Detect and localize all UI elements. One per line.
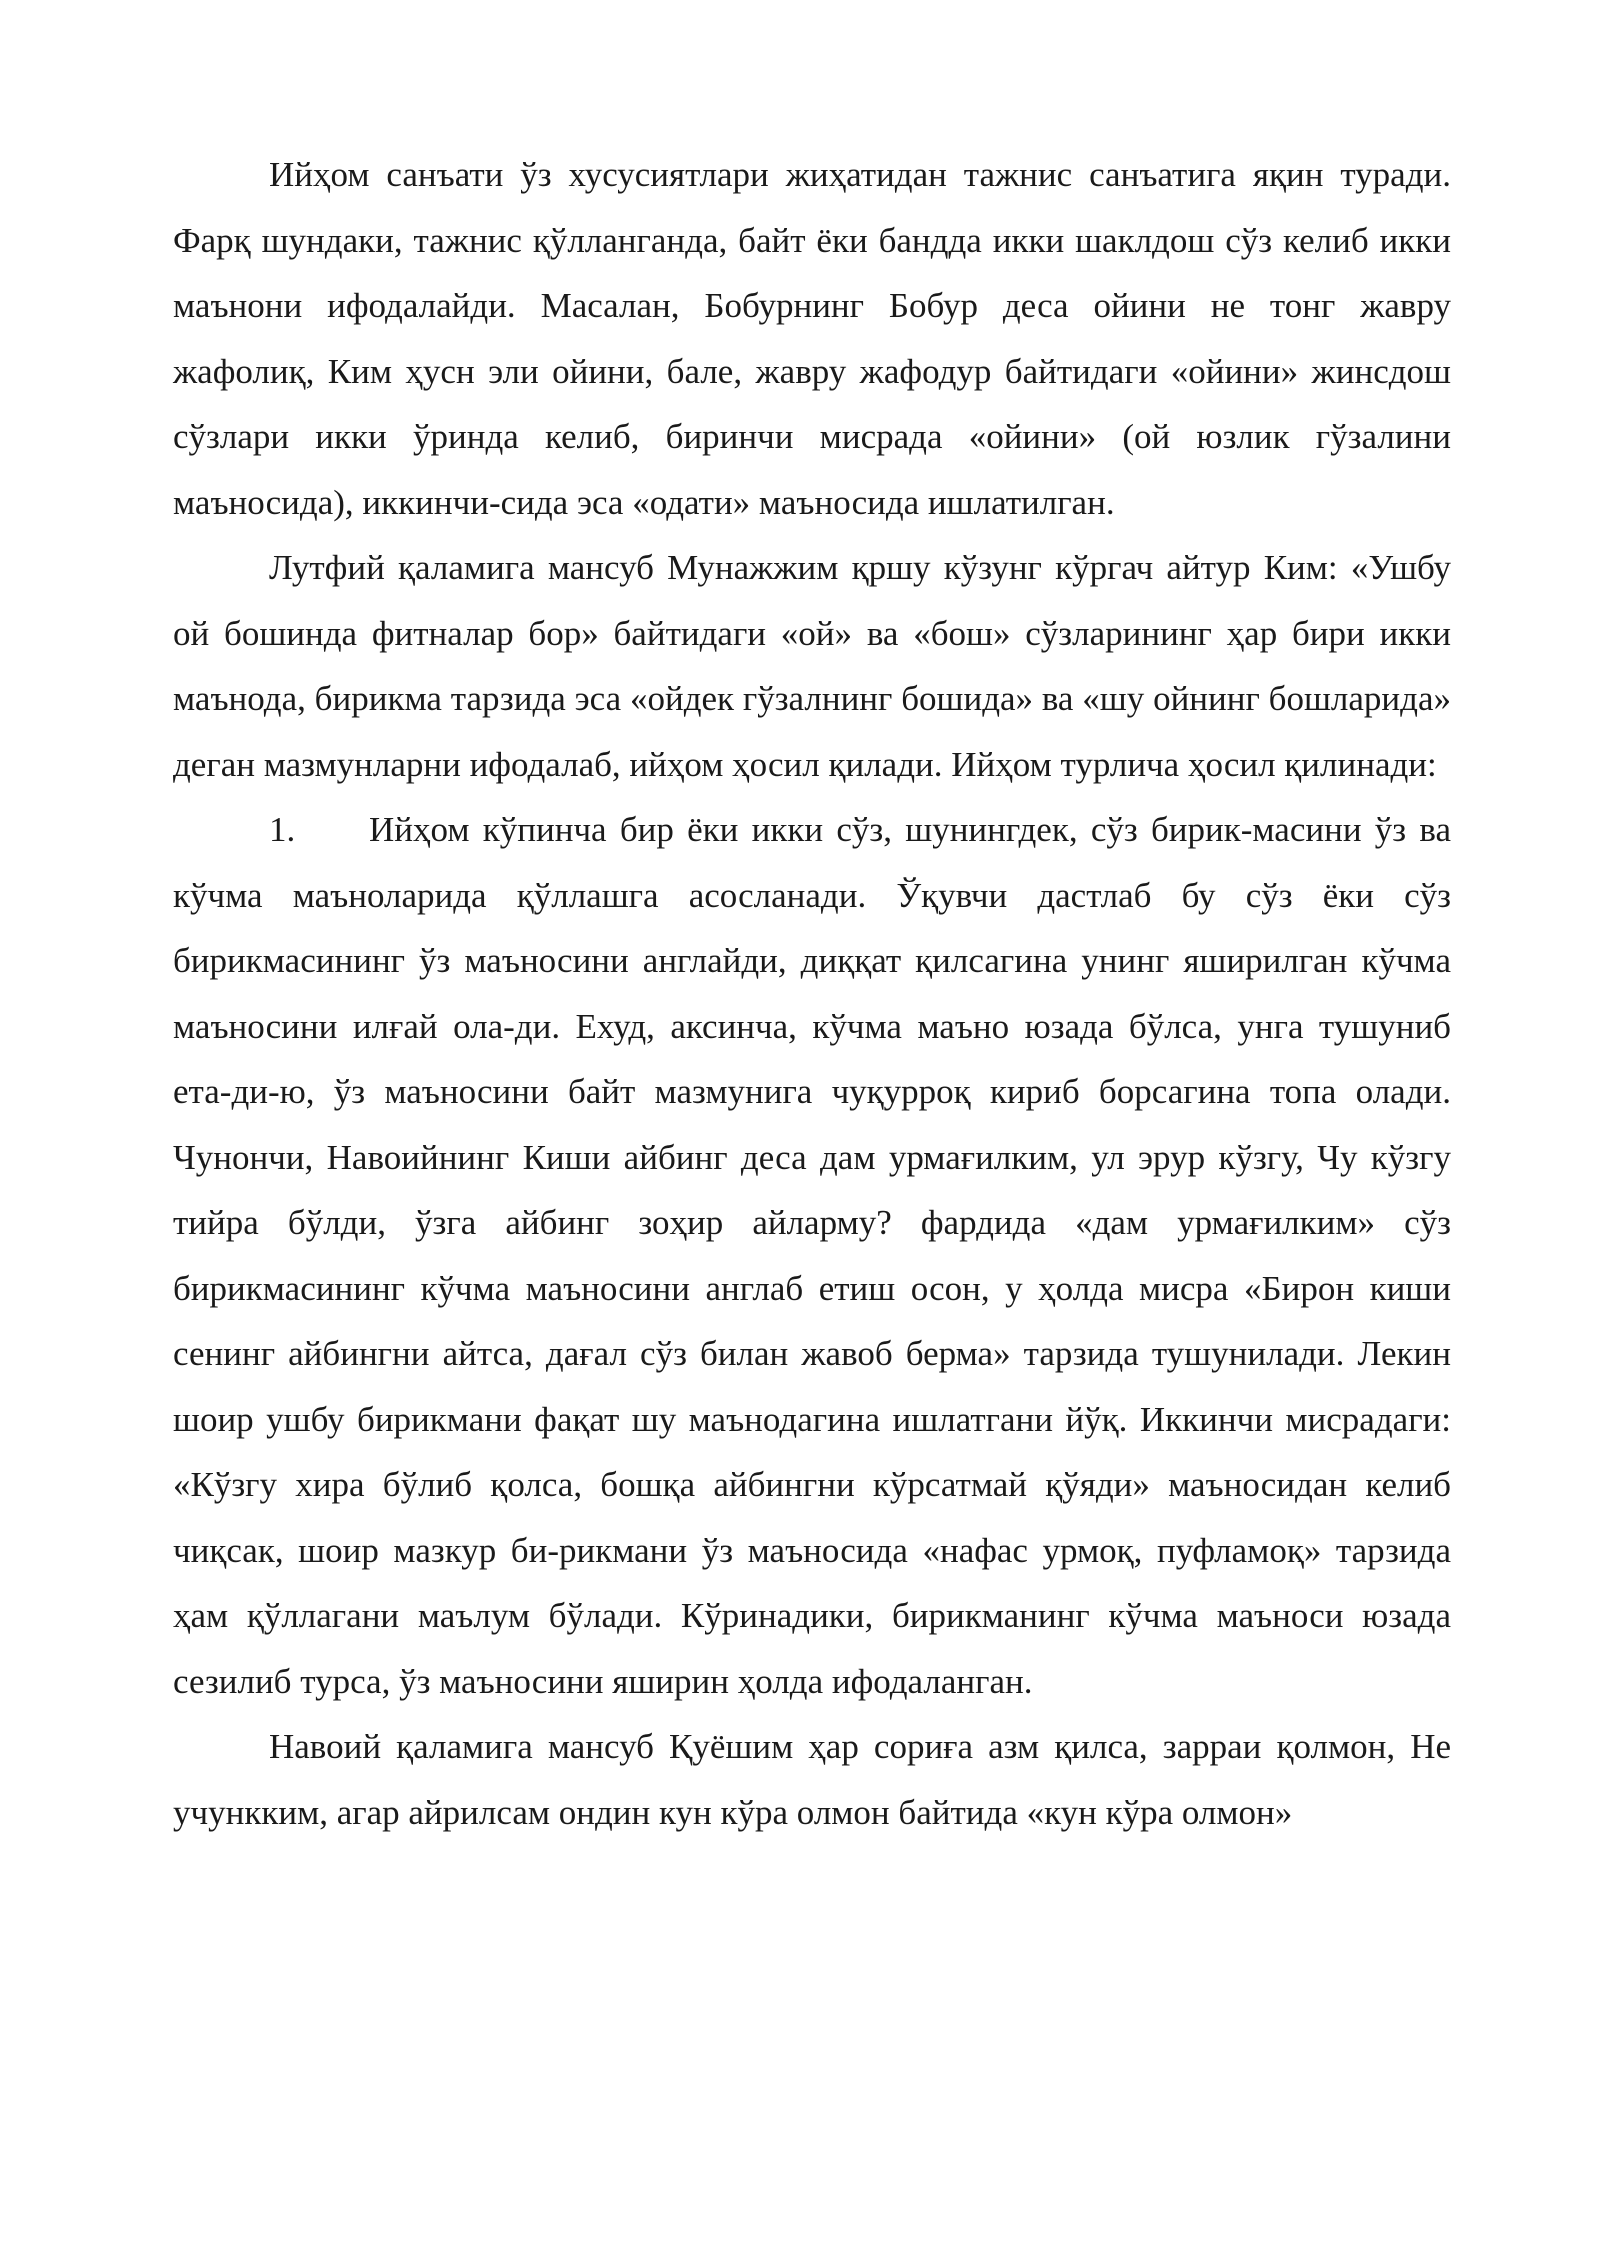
list-item-text: Ийҳом кўпинча бир ёки икки сўз, шунингдек, сўз бирик-масини ўз ва кўчма маъноларида қўллашга асосланади. Ўқувчи дастлаб бу сўз ёки сўз бирикмасининг ўз маъносини англайди, диққат қилсагина унинг яширилган кўчма маъносини илғай ола-ди. Ехуд, аксинча, кўчма маъно юзада бўлса, унга тушуниб ета-ди-ю, ўз маъносини байт мазмунига чуқурроқ кириб борсагина топа олади. Чунончи, Навоийнинг Киши айбинг деса дам урмағилким, ул эрур кўзгу, Чу кўзгу тийра бўлди, ўзга айбинг зоҳир айларму? фардида «дам урмағилким» сўз бирикмасининг кўчма маъносини англаб етиш осон, у ҳолда мисра «Бирон киши сенинг айбингни айтса, дағал сўз билан жавоб берма» тарзида тушунилади. Лекин шоир ушбу бирикмани фақат шу маънодагина ишлатгани йўқ. Иккинчи мисрадаги: «Кўзгу хира бўлиб қолса, бошқа айбингни кўрсатмай қўяди» маъносидан келиб чиқсак, шоир мазкур би-рикмани ўз маъносида «нафас урмоқ, пуфламоқ» тарзида ҳам қўллагани маълум бўлади. Кўринадики, бирикманинг кўчма маъноси юзада сезилиб турса, ўз маъносини яширин ҳолда ифодаланган. [173, 810, 1451, 1701]
list-number: 1. [269, 810, 296, 849]
body-text [173, 142, 1451, 1845]
paragraph-1: Ийҳом санъати ўз хусусиятлари жиҳатидан тажнис санъатига яқин туради. Фарқ шундаки, тажнис қўлланганда, байт ёки бандда икки шаклдош сўз келиб икки маънони ифодалайди. Масалан, Бобурнинг Бобур деса ойини не тонг жавру жафолиқ, Ким ҳусн эли ойини, бале, жавру жафодур байтидаги «ойини» жинсдош сўзлари икки ўринда келиб, биринчи мисрада «ойини» (ой юзлик гўзалини маъносида), иккинчи-сида эса «одати» маъносида ишлатилган. [173, 155, 1451, 522]
paragraph-2: Лутфий қаламига мансуб Мунажжим қршу кўзунг кўргач айтур Ким: «Ушбу ой бошинда фитналар бор» байтидаги «ой» ва «бош» сўзларининг ҳар бири икки маънода, бирикма тарзида эса «ойдек гўзалнинг бошида» ва «шу ойнинг бошларида» деган мазмунларни ифодалаб, ийҳом ҳосил қилади. Ийҳом турлича ҳосил қилинади: [173, 548, 1451, 784]
list-item-1 [173, 797, 1451, 1714]
paragraph-3: Навоий қаламига мансуб Қуёшим ҳар сориға азм қилса, зарраи қолмон, Не учункким, агар айрилсам ондин кун кўра олмон байтида «кун кўра олмон» [173, 1727, 1451, 1832]
